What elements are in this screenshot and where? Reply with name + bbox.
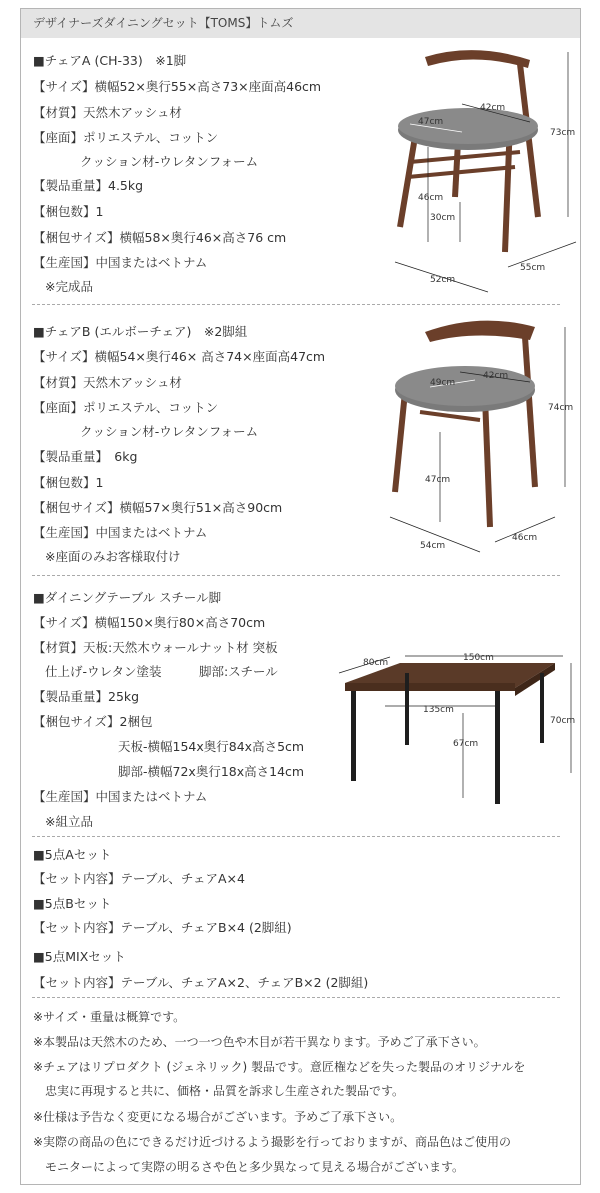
note-line: ※チェアはリプロダクト (ジェネリック) 製品です。意匠権などを失った製品のオリジナルを — [33, 1060, 526, 1074]
dim-table-height: 70cm — [550, 716, 576, 726]
note-line: ※本製品は天然木のため、一つ一つ色や木目が若干異なります。予めご了承下さい。 — [33, 1035, 486, 1049]
dim-chair-b-height: 74cm — [548, 403, 574, 413]
dim-chair-b-width: 54cm — [420, 541, 446, 551]
chair-a-origin: 【生産国】中国またはベトナム — [33, 255, 208, 270]
chair-b-seat: 【座面】ポリエステル、コットン — [33, 400, 219, 415]
table-finish: 仕上げ-ウレタン塗装 脚部:スチール — [45, 664, 278, 679]
chair-a-illustration — [380, 42, 580, 302]
dim-table-inner-width: 135cm — [423, 705, 454, 715]
note-line: ※仕様は予告なく変更になる場合がございます。予めご了承下さい。 — [33, 1110, 403, 1124]
note-line: ※サイズ・重量は概算です。 — [33, 1010, 186, 1024]
set-mix-title: ■5点MIXセット — [33, 949, 126, 964]
dim-chair-a-seat-height: 46cm — [418, 193, 444, 203]
note-line: 忠実に再現すると共に、価格・品質を訴求し生産された製品です。 — [45, 1084, 405, 1098]
chair-b-size: 【サイズ】横幅54×奥行46× 高さ74×座面高47cm — [33, 349, 326, 364]
chair-b-material: 【材質】天然木アッシュ材 — [33, 375, 182, 390]
chair-b-note: ※座面のみお客様取付け — [45, 549, 181, 564]
dim-chair-b-depth: 46cm — [512, 533, 538, 543]
dim-table-depth: 80cm — [363, 658, 389, 668]
dim-table-clearance: 67cm — [453, 739, 479, 749]
table-pack-size: 【梱包サイズ】2梱包 — [33, 714, 153, 729]
divider — [32, 997, 560, 998]
table-weight: 【製品重量】25kg — [33, 689, 140, 704]
dim-chair-b-seat-depth: 42cm — [483, 371, 509, 381]
dim-chair-a-seat-depth: 42cm — [480, 103, 506, 113]
chair-b-pack-size: 【梱包サイズ】横幅57×奥行51×高さ90cm — [33, 500, 283, 515]
dim-chair-a-width: 52cm — [430, 275, 456, 285]
chair-b-illustration — [380, 312, 580, 567]
divider — [32, 836, 560, 837]
dim-chair-a-depth: 55cm — [520, 263, 546, 273]
chair-a-seat: 【座面】ポリエステル、コットン — [33, 130, 219, 145]
dim-chair-a-seat-width: 47cm — [418, 117, 444, 127]
chair-b-origin: 【生産国】中国またはベトナム — [33, 525, 208, 540]
divider — [32, 575, 560, 576]
dim-chair-b-seat-height: 47cm — [425, 475, 451, 485]
dim-table-width: 150cm — [463, 653, 494, 663]
page-title: デザイナーズダイニングセット【TOMS】トムズ — [21, 9, 580, 38]
dim-chair-a-frame-height: 30cm — [430, 213, 456, 223]
table-material: 【材質】天板:天然木ウォールナット材 突板 — [33, 640, 278, 655]
chair-a-pack-size: 【梱包サイズ】横幅58×奥行46×高さ76 cm — [33, 230, 287, 245]
set-b-title: ■5点Bセット — [33, 896, 112, 911]
chair-b-cushion: クッション材-ウレタンフォーム — [80, 424, 259, 439]
chair-a-cushion: クッション材-ウレタンフォーム — [80, 154, 259, 169]
note-line: モニターによって実際の明るさや色と多少異なって見える場合がございます。 — [45, 1160, 465, 1174]
divider — [32, 304, 560, 305]
table-pack-top: 天板-横幅154x奥行84x高さ5cm — [118, 739, 305, 754]
table-title: ■ダイニングテーブル スチール脚 — [33, 590, 222, 605]
table-illustration — [335, 648, 580, 818]
table-note: ※組立品 — [45, 814, 93, 829]
chair-a-packages: 【梱包数】1 — [33, 204, 104, 219]
set-a-content: 【セット内容】テーブル、チェアA×4 — [33, 871, 245, 886]
chair-b-packages: 【梱包数】1 — [33, 475, 104, 490]
chair-b-title: ■チェアB (エルボーチェア) ※2脚組 — [33, 324, 248, 339]
set-a-title: ■5点Aセット — [33, 847, 112, 862]
chair-a-weight: 【製品重量】4.5kg — [33, 178, 144, 193]
table-origin: 【生産国】中国またはベトナム — [33, 789, 208, 804]
table-pack-legs: 脚部-横幅72x奥行18x高さ14cm — [118, 764, 305, 779]
set-mix-content: 【セット内容】テーブル、チェアA×2、チェアB×2 (2脚組) — [33, 975, 369, 990]
note-line: ※実際の商品の色にできるだけ近づけるよう撮影を行っておりますが、商品色はご使用の — [33, 1135, 512, 1149]
chair-b-weight: 【製品重量】 6kg — [33, 449, 138, 464]
set-b-content: 【セット内容】テーブル、チェアB×4 (2脚組) — [33, 920, 292, 935]
chair-a-title: ■チェアA (CH-33) ※1脚 — [33, 53, 187, 68]
chair-a-material: 【材質】天然木アッシュ材 — [33, 105, 182, 120]
chair-a-note: ※完成品 — [45, 279, 93, 294]
dim-chair-a-height: 73cm — [550, 128, 576, 138]
dim-chair-b-seat-width: 49cm — [430, 378, 456, 388]
table-size: 【サイズ】横幅150×奥行80×高さ70cm — [33, 615, 266, 630]
chair-a-size: 【サイズ】横幅52×奥行55×高さ73×座面高46cm — [33, 79, 322, 94]
